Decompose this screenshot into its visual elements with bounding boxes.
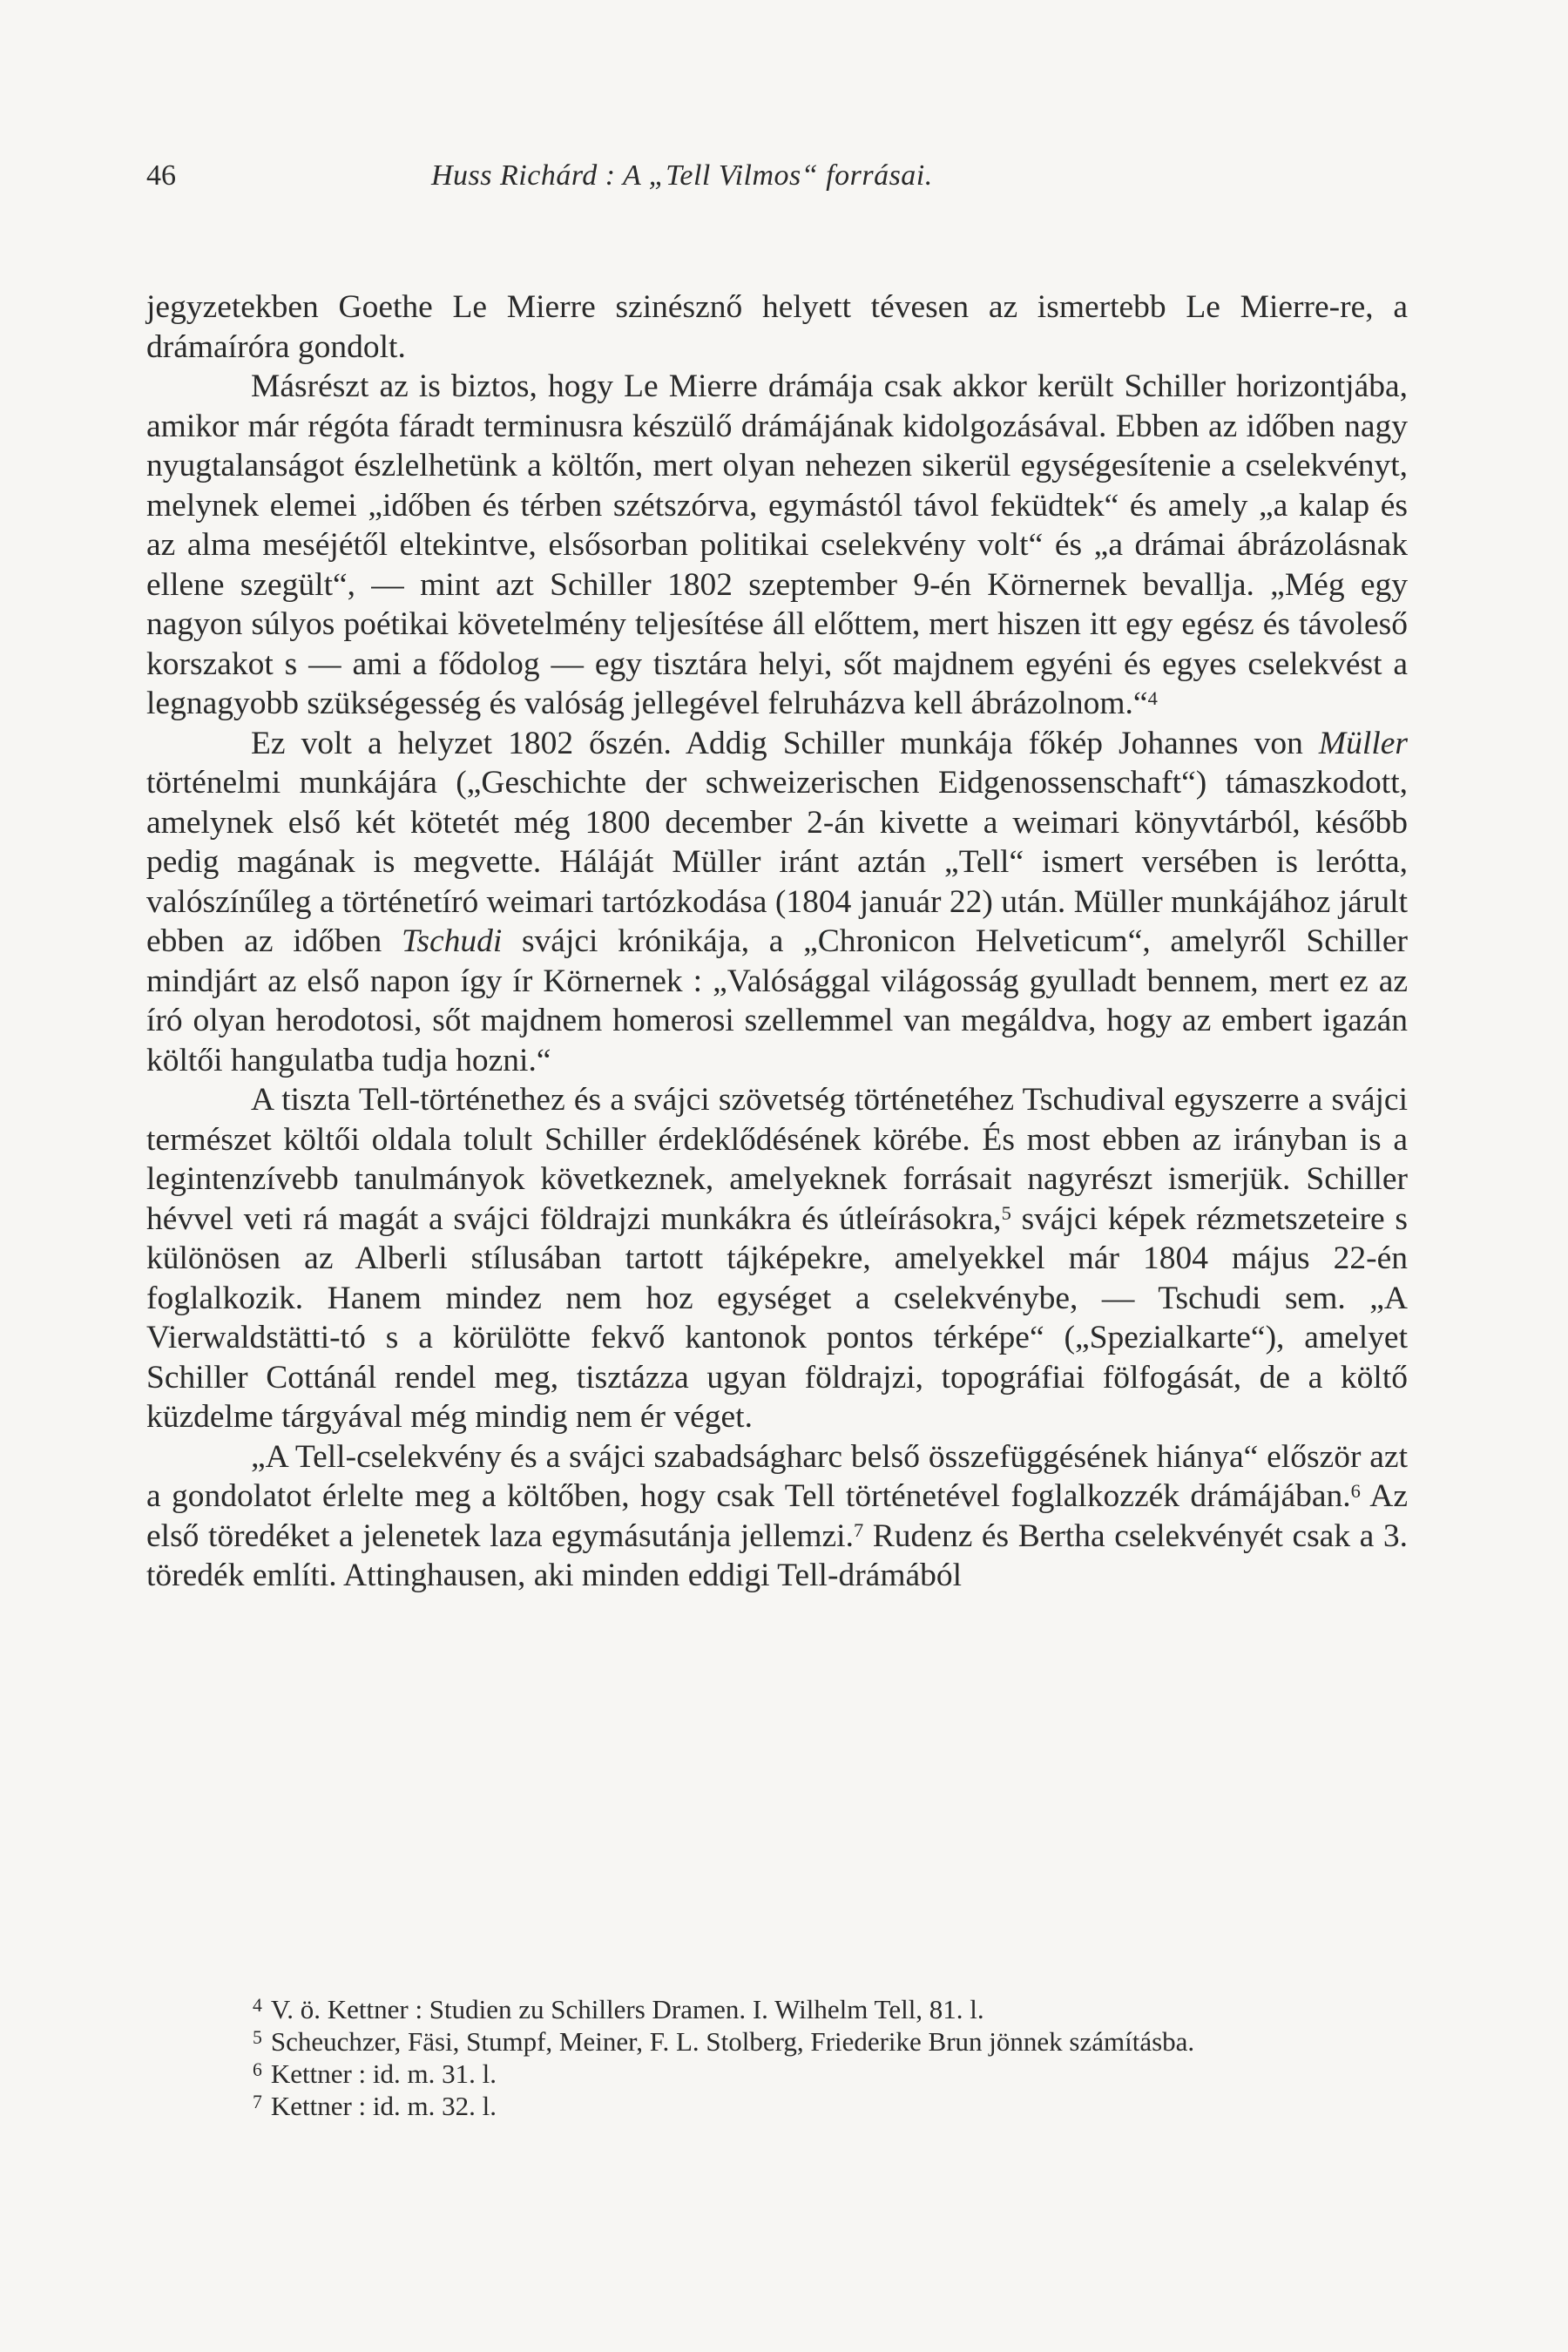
footnote-text: V. ö. Kettner : Studien zu Schillers Dramen. I. Wilhelm Tell, 81. l. <box>270 1994 984 2024</box>
paragraph-4-text-b: svájci képek rézmetszeteire s különösen az Alberli stílusában tartott tájképekre, amelyekkel már 1804 május 22-én foglalkozik. Hanem mindez nem hoz egységet a cselekvénybe, — Tschudi sem. „A Vierwaldstätti-tó s a körülötte fekvő kantonok pontos térképe“ („Spezialkarte“), amelyet Schiller Cottánál rendel meg, tisztázza ugyan földrajzi, topográfiai fölfogását, de a költő küzdelme tárgyával még mindig nem ér véget. <box>146 1200 1408 1435</box>
author-name-tschudi: Tschudi <box>401 923 503 959</box>
footnote-mark: 5 <box>253 2027 262 2049</box>
paragraph-3-text-b: történelmi munkájára („Geschichte der schweizerischen Eidgenossenschaft“) támaszkodott, amelynek első két kötetét még 1800 december 2-án kivette a weimari könyvtárból, később pedig magának is megvette. Háláját Müller iránt aztán „Tell“ ismert versében is lerótta, valószínűleg a történetíró weimari tartózkodása (1804 január 22) után. Müller munkájához járult ebben az időben <box>146 765 1408 959</box>
footnote-text: Kettner : id. m. 31. l. <box>270 2058 497 2089</box>
paragraph-3-text-a: Ez volt a helyzet 1802 őszén. Addig Schiller munkája főkép Johannes von <box>251 725 1319 761</box>
paragraph-4-text-a: A tiszta Tell-történethez és a svájci szövetség történetéhez Tschudival egyszerre a svájci természet költői oldala tolult Schiller érdeklődésének körébe. És most ebben az irányban is a legintenzívebb tanulmányok következnek, amelyeknek forrásait nagyrészt ismerjük. Schiller hévvel veti rá magát a svájci földrajzi munkákra és útleírásokra, <box>146 1082 1408 1237</box>
footnote-text: Kettner : id. m. 32. l. <box>270 2091 497 2121</box>
paragraph-1: jegyzetekben Goethe Le Mierre szinésznő helyett tévesen az ismertebb Le Mierre-re, a drámaíróra gondolt. <box>146 289 1408 365</box>
body-text <box>146 287 1408 1596</box>
footnote-ref-4: 4 <box>1147 686 1158 709</box>
paragraph-5-text-b: Az első töredéket a jelenetek laza egymásutánja jellemzi. <box>146 1478 1408 1554</box>
paragraph-2 <box>146 367 1408 724</box>
author-name-muller: Müller <box>1318 725 1408 761</box>
footnote-6 <box>146 2059 1408 2092</box>
footnote-mark: 7 <box>253 2092 262 2113</box>
footnote-4 <box>146 1995 1408 2027</box>
paragraph-4 <box>146 1080 1408 1437</box>
footnote-ref-5: 5 <box>1001 1202 1011 1225</box>
paragraph-5 <box>146 1437 1408 1596</box>
paragraph-2-text: Másrészt az is biztos, hogy Le Mierre drámája csak akkor került Schiller horizontjába, amikor már régóta fáradt terminusra készülő drámájának kidolgozásával. Ebben az időben nagy nyugtalanságot észlelhetünk a költőn, mert olyan nehezen sikerül egységesítenie a cselekvényt, melynek elemei „időben és térben szétszórva, egymástól távol feküdtek“ és amely „a kalap és az alma meséjétől eltekintve, elsősorban politikai cselekvény volt“ és „a drámai ábrázolásnak ellene szegült“, — mint azt Schiller 1802 szeptember 9-én Körnernek bevallja. „Még egy nagyon súlyos poétikai követelmény teljesítése áll előttem, mert hiszen itt egy egész és távoleső korszakot s — ami a fődolog — egy tisztára helyi, sőt majdnem egyéni és egyes cselekvést a legnagyobb szükségesség és valóság jellegével felruházva kell ábrázolnom.“ <box>146 368 1408 721</box>
footnote-5 <box>146 2027 1408 2059</box>
footnote-mark: 4 <box>253 1995 262 2017</box>
paragraph-3 <box>146 724 1408 1081</box>
footnote-mark: 6 <box>253 2059 262 2081</box>
header-title: Huss Richárd : A „Tell Vilmos“ forrásai. <box>431 159 933 192</box>
footnote-ref-6: 6 <box>1350 1479 1361 1502</box>
paragraph-5-text-a: „A Tell-cselekvény és a svájci szabadságharc belső összefüggésének hiánya“ először azt a gondolatot érlelte meg a költőben, hogy csak Tell történetével foglalkozzék drámájában. <box>146 1438 1408 1514</box>
paragraph-3-text-c: svájci krónikája, a „Chronicon Helveticum“, amelyről Schiller mindjárt az első napon így ír Körnernek : „Valósággal világosság gyulladt bennem, mert ez az író olyan herodotosi, sőt majdnem homerosi szellemmel van megáldva, hogy az embert igazán költői hangulatba tudja hozni.“ <box>146 923 1408 1078</box>
footnote-7 <box>146 2092 1408 2124</box>
running-head <box>146 159 1409 203</box>
footnote-text: Scheuchzer, Fäsi, Stumpf, Meiner, F. L. Stolberg, Friederike Brun jönnek számításba. <box>270 2026 1195 2057</box>
footnote-ref-7: 7 <box>853 1519 864 1542</box>
page-number: 46 <box>146 159 176 192</box>
footnotes <box>146 1995 1408 2124</box>
paragraph-5-text-c: Rudenz és Bertha cselekvényét csak a 3. töredék említi. Attinghausen, aki minden eddigi Tell-drámából <box>146 1517 1408 1593</box>
